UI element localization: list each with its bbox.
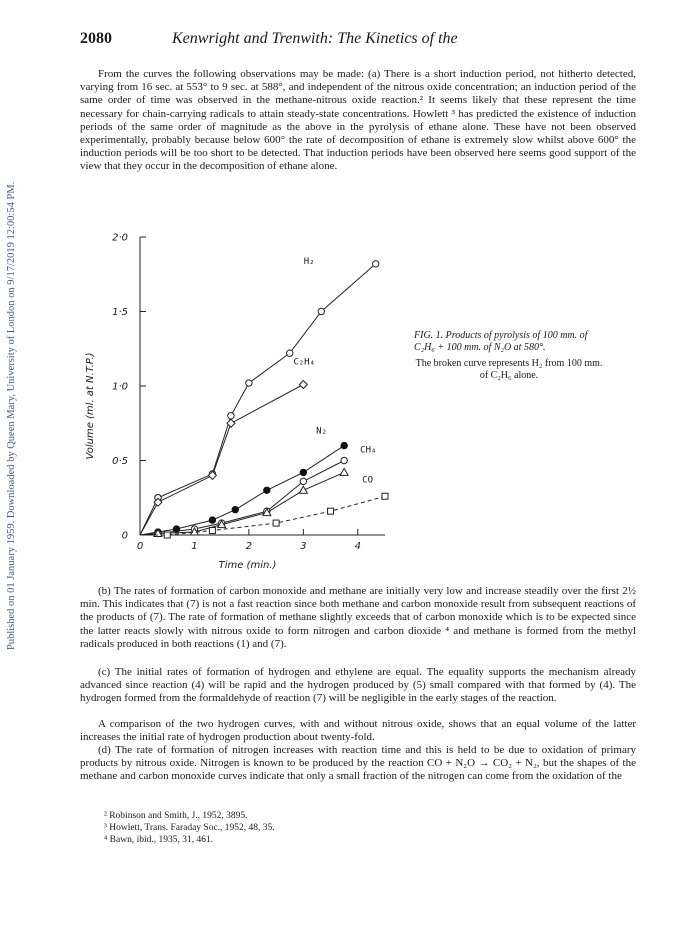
data-point (273, 520, 279, 526)
series-line (140, 264, 376, 535)
y-axis-label: Volume (ml. at N.T.P.) (85, 352, 96, 460)
caption-main: FIG. 1. Products of pyrolysis of 100 mm. of C₂H₆ + 100 mm. of N₂O at 580°. (414, 330, 588, 353)
y-tick-label: 1·5 (112, 307, 128, 318)
x-tick-label: 4 (354, 541, 361, 552)
data-point (382, 493, 388, 499)
series-line (140, 461, 344, 536)
page-number: 2080 (80, 30, 112, 47)
intro-paragraph-text: From the curves the following observations may be made: (a) There is a short induction period, not hitherto detected, varying from 16 sec. at 553° to 9 sec. at 588°, and independent of the nitrous oxide concentration; an induction period of the same order of time was observed in the methane-nitrous oxide reaction.² It seems likely that these represent the time necessary for chain-carrying radicals to attain steady-state concentrations. Howlett ³ has predicted the existence of induction periods of the same order of magnitude as the above in the pyrolysis of ethane alone. These have not been observed experimentally, probably because below 600° the rate of decomposition of ethane is extremely slow whilst above 600° the induction periods will be too short to be detected. That induction periods have been observed here seems good support of the view that they occur in the decomposition of ethane alone. (80, 68, 636, 173)
footnote: ² Robinson and Smith, J., 1952, 3895. (104, 811, 248, 821)
data-point (209, 528, 215, 534)
data-point (164, 532, 170, 538)
series-line (140, 472, 344, 535)
data-point (341, 442, 347, 448)
data-point (228, 413, 234, 419)
data-point (300, 478, 306, 484)
intro-paragraph (80, 68, 636, 174)
figure-1 (60, 225, 410, 575)
figure-caption (414, 330, 604, 382)
x-tick-label: 0 (136, 541, 144, 552)
x-axis-label: Time (min.) (218, 560, 277, 571)
data-point (232, 506, 238, 512)
data-point (328, 508, 334, 514)
curve-label: C₂H₄ (293, 357, 316, 368)
y-tick-label: 0·5 (112, 456, 128, 467)
data-point (264, 487, 270, 493)
paragraph-comparison (80, 718, 636, 744)
y-tick-label: 2·0 (112, 232, 128, 244)
data-point (287, 350, 293, 356)
paragraph-c (80, 666, 636, 706)
x-tick-label: 1 (191, 541, 198, 552)
series-line (140, 385, 303, 536)
paragraph-d-text: (d) The rate of formation of nitrogen increases with reaction time and this is held to be due to oxidation of primary products by nitrous oxide. Nitrogen is known to be produced by the reaction CO + N₂O → CO₂ + N₂, but the shapes of the methane and carbon monoxide curves indicate that only a small fraction of the nitrogen can come from the oxidation of the (80, 744, 636, 783)
footnote: ³ Howlett, Trans. Faraday Soc., 1952, 48, 35. (104, 823, 275, 833)
page-header (80, 30, 636, 50)
data-point (373, 261, 379, 267)
curve-label: CO (362, 475, 374, 486)
footnotes (104, 810, 624, 846)
download-watermark-text: Published on 01 January 1959. Downloaded by Queen Mary, University of London on 9/17/2019 12:00:54 PM. (6, 181, 17, 650)
x-tick-label: 3 (300, 541, 307, 552)
running-title: Kenwright and Trenwith: The Kinetics of the (172, 30, 458, 47)
curve-label: CH₄ (360, 445, 377, 456)
footnote: ⁴ Bawn, ibid., 1935, 31, 461. (104, 835, 214, 845)
pyrolysis-chart (60, 225, 410, 575)
paragraph-b (80, 585, 636, 651)
paragraph-comparison-text: A comparison of the two hydrogen curves, with and without nitrous oxide, shows that an equal volume of the latter increases the initial rate of hydrogen production about twenty-fold. (80, 718, 636, 744)
data-point (300, 469, 306, 475)
series-line (140, 446, 344, 535)
paragraph-d (80, 744, 636, 784)
data-point (246, 380, 252, 386)
data-point (318, 308, 324, 314)
y-tick-label: 1·0 (112, 381, 128, 393)
download-watermark (6, 130, 20, 650)
data-point (341, 457, 347, 463)
data-point (209, 517, 215, 523)
paragraph-c-text: (c) The initial rates of formation of hydrogen and ethylene are equal. The equality supports the mechanism already advanced since reaction (4) will be rapid and the hydrogen produced by (5) small compared with that formed by (4). The hydrogen formed from the formaldehyde of reaction (7) will be negligible in the early stages of the reaction. (80, 666, 636, 705)
data-point (299, 381, 307, 389)
data-point (340, 468, 348, 475)
data-point (299, 486, 307, 493)
x-tick-label: 2 (245, 541, 253, 552)
caption-note: The broken curve represents H₂ from 100 mm. of C₂H₆ alone. (415, 358, 603, 381)
y-tick-label: 0 (121, 530, 128, 542)
paragraph-b-text: (b) The rates of formation of carbon monoxide and methane are initially very low and increase steadily over the first 2½ min. This indicates that (7) is not a fast reaction since both methane and carbon monoxide result from subsequent reactions of the products of (7). The rate of formation of methane slightly exceeds that of carbon monoxide which is to be expected since the latter reacts slowly with nitrous oxide to form nitrogen and carbon dioxide ⁴ and methane is formed from the methyl radicals produced in both reactions (1) and (7). (80, 585, 636, 650)
curve-label: H₂ (303, 256, 315, 267)
curve-label: N₂ (316, 426, 328, 437)
